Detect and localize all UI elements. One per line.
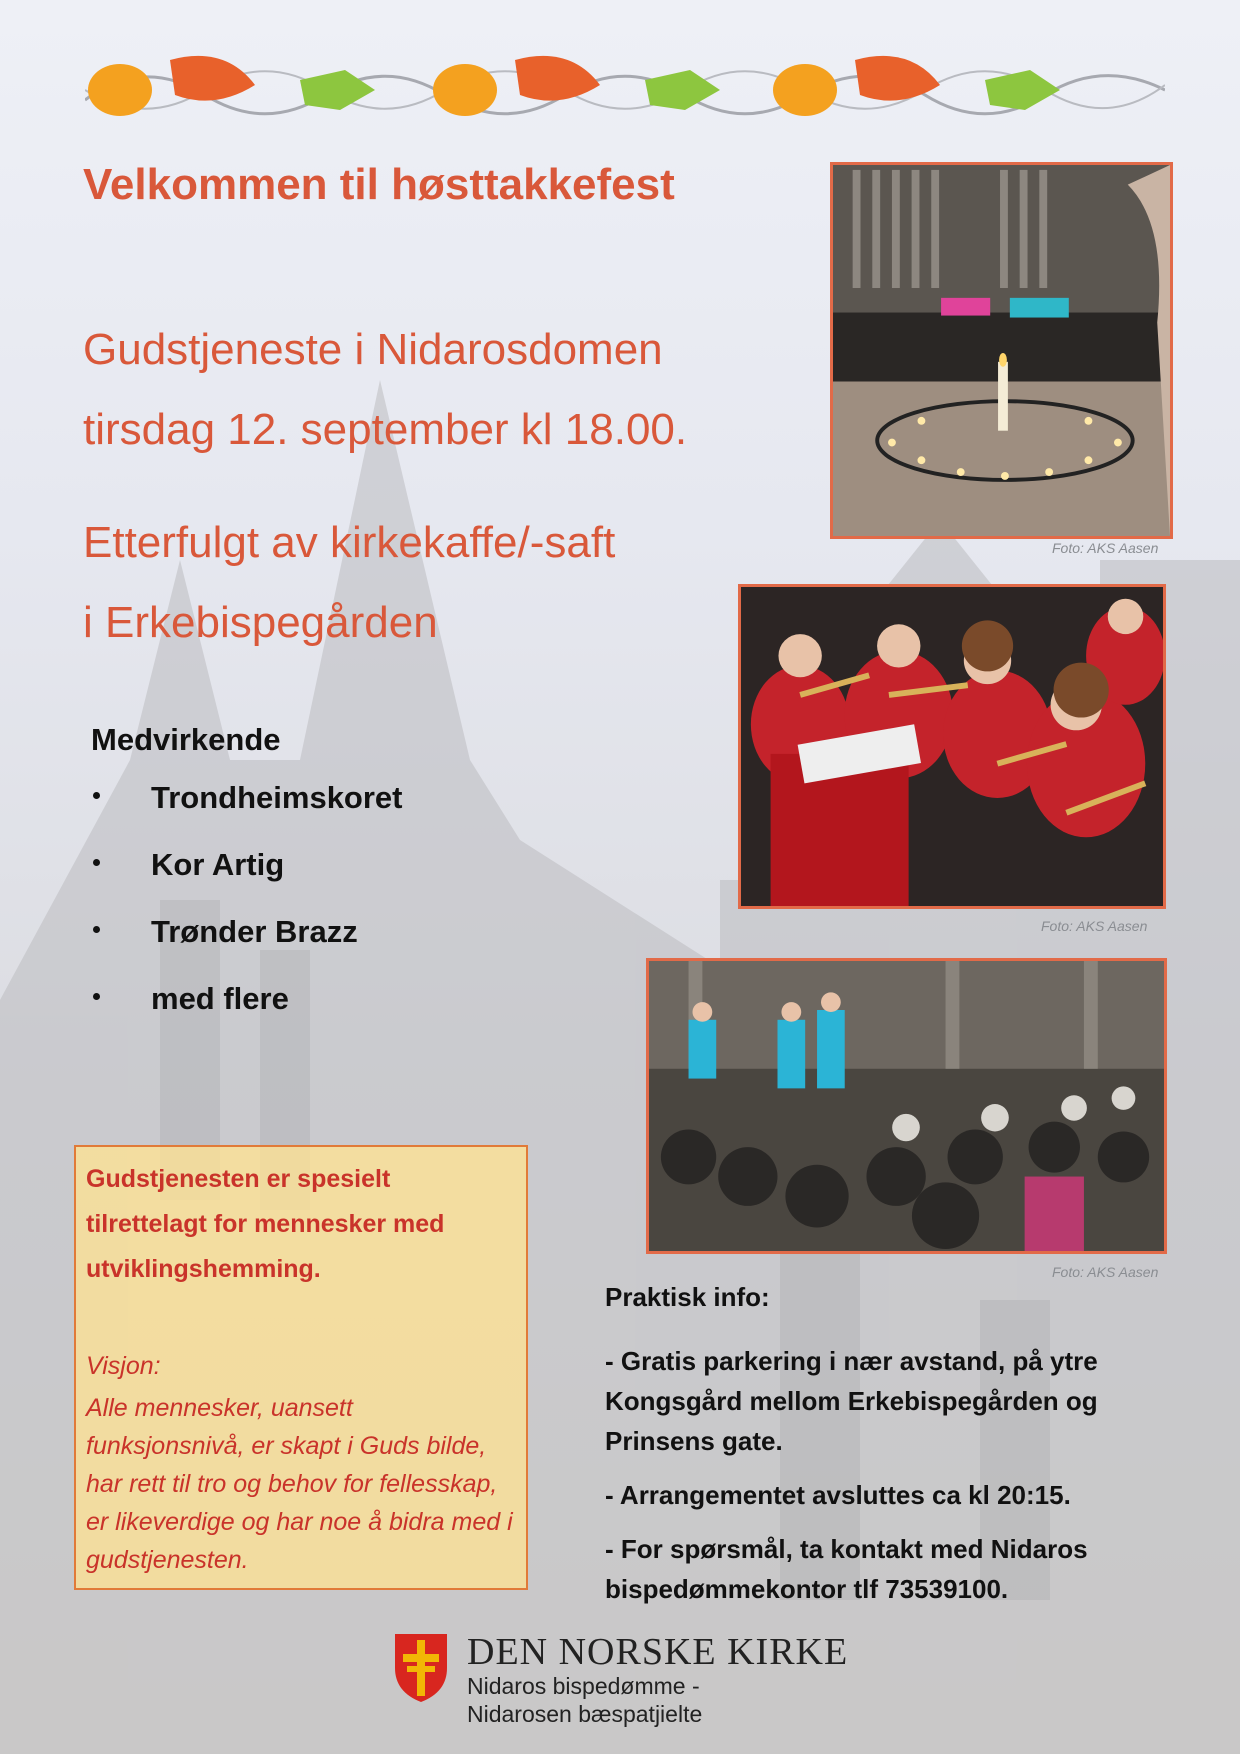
list-item — [91, 780, 403, 847]
practical-info-item: - Arrangementet avsluttes ca kl 20:15. — [605, 1480, 1071, 1510]
diocese-name: Nidaros bispedømme - — [467, 1673, 700, 1699]
brass-band-photo-image — [741, 587, 1163, 906]
autumn-leaves-border — [85, 40, 1165, 125]
practical-info-item: - For spørsmål, ta kontakt med Nidaros bispedømmekontor tlf 73539100. — [605, 1534, 1088, 1604]
event-service-line: Gudstjeneste i Nidarosdomen — [83, 325, 663, 374]
bullet-icon — [93, 993, 100, 1000]
photo-congregation — [646, 958, 1167, 1254]
candles-photo-image — [833, 165, 1170, 536]
participant-name: Trondheimskoret — [151, 780, 403, 815]
bullet-icon — [93, 859, 100, 866]
practical-info-item: - Gratis parkering i nær avstand, på ytre Kongsgård mellom Erkebispegården og Prinsens gate. — [605, 1346, 1098, 1456]
participant-name: med flere — [151, 981, 289, 1016]
practical-info-section — [605, 1282, 1165, 1623]
list-item — [91, 847, 403, 914]
church-logo-text — [467, 1632, 848, 1728]
photo-credit: Foto: AKS Aasen — [1052, 1264, 1159, 1280]
photo-credit: Foto: AKS Aasen — [1052, 540, 1159, 556]
participants-list — [91, 780, 403, 1048]
vision-text: Alle mennesker, uansett funksjonsnivå, er skapt i Guds bilde, har rett til tro og behov for fellesskap, er likeverdige og har noe å bidra med i gudstjenesten. — [86, 1394, 513, 1574]
participant-name: Kor Artig — [151, 847, 285, 882]
participant-name: Trønder Brazz — [151, 914, 358, 949]
church-cross-shield-icon — [393, 1632, 449, 1704]
practical-info-heading: Praktisk info: — [605, 1282, 770, 1312]
church-logo — [393, 1632, 848, 1728]
photo-candles — [830, 162, 1173, 539]
page-title: Velkommen til høsttakkefest — [83, 160, 675, 209]
bullet-icon — [93, 926, 100, 933]
list-item — [91, 981, 403, 1048]
participants-section — [91, 722, 403, 1048]
congregation-photo-image — [649, 961, 1164, 1251]
info-box-intro: Gudstjenesten er spesielt tilrettelagt for mennesker med utviklingshemming. — [86, 1165, 445, 1283]
photo-brass-band — [738, 584, 1166, 909]
event-coffee-line: Etterfulgt av kirkekaffe/-saft — [83, 518, 616, 567]
participants-heading: Medvirkende — [91, 722, 281, 757]
photo-credit: Foto: AKS Aasen — [1041, 918, 1148, 934]
bullet-icon — [93, 792, 100, 799]
accessibility-info-box — [74, 1145, 528, 1590]
church-name: DEN NORSKE KIRKE — [467, 1631, 849, 1673]
list-item — [91, 914, 403, 981]
vision-heading: Visjon: — [86, 1352, 161, 1380]
event-date-line: tirsdag 12. september kl 18.00. — [83, 405, 688, 454]
event-location-line: i Erkebispegården — [83, 598, 438, 647]
diocese-name-sami: Nidarosen bæspatjielte — [467, 1701, 703, 1727]
